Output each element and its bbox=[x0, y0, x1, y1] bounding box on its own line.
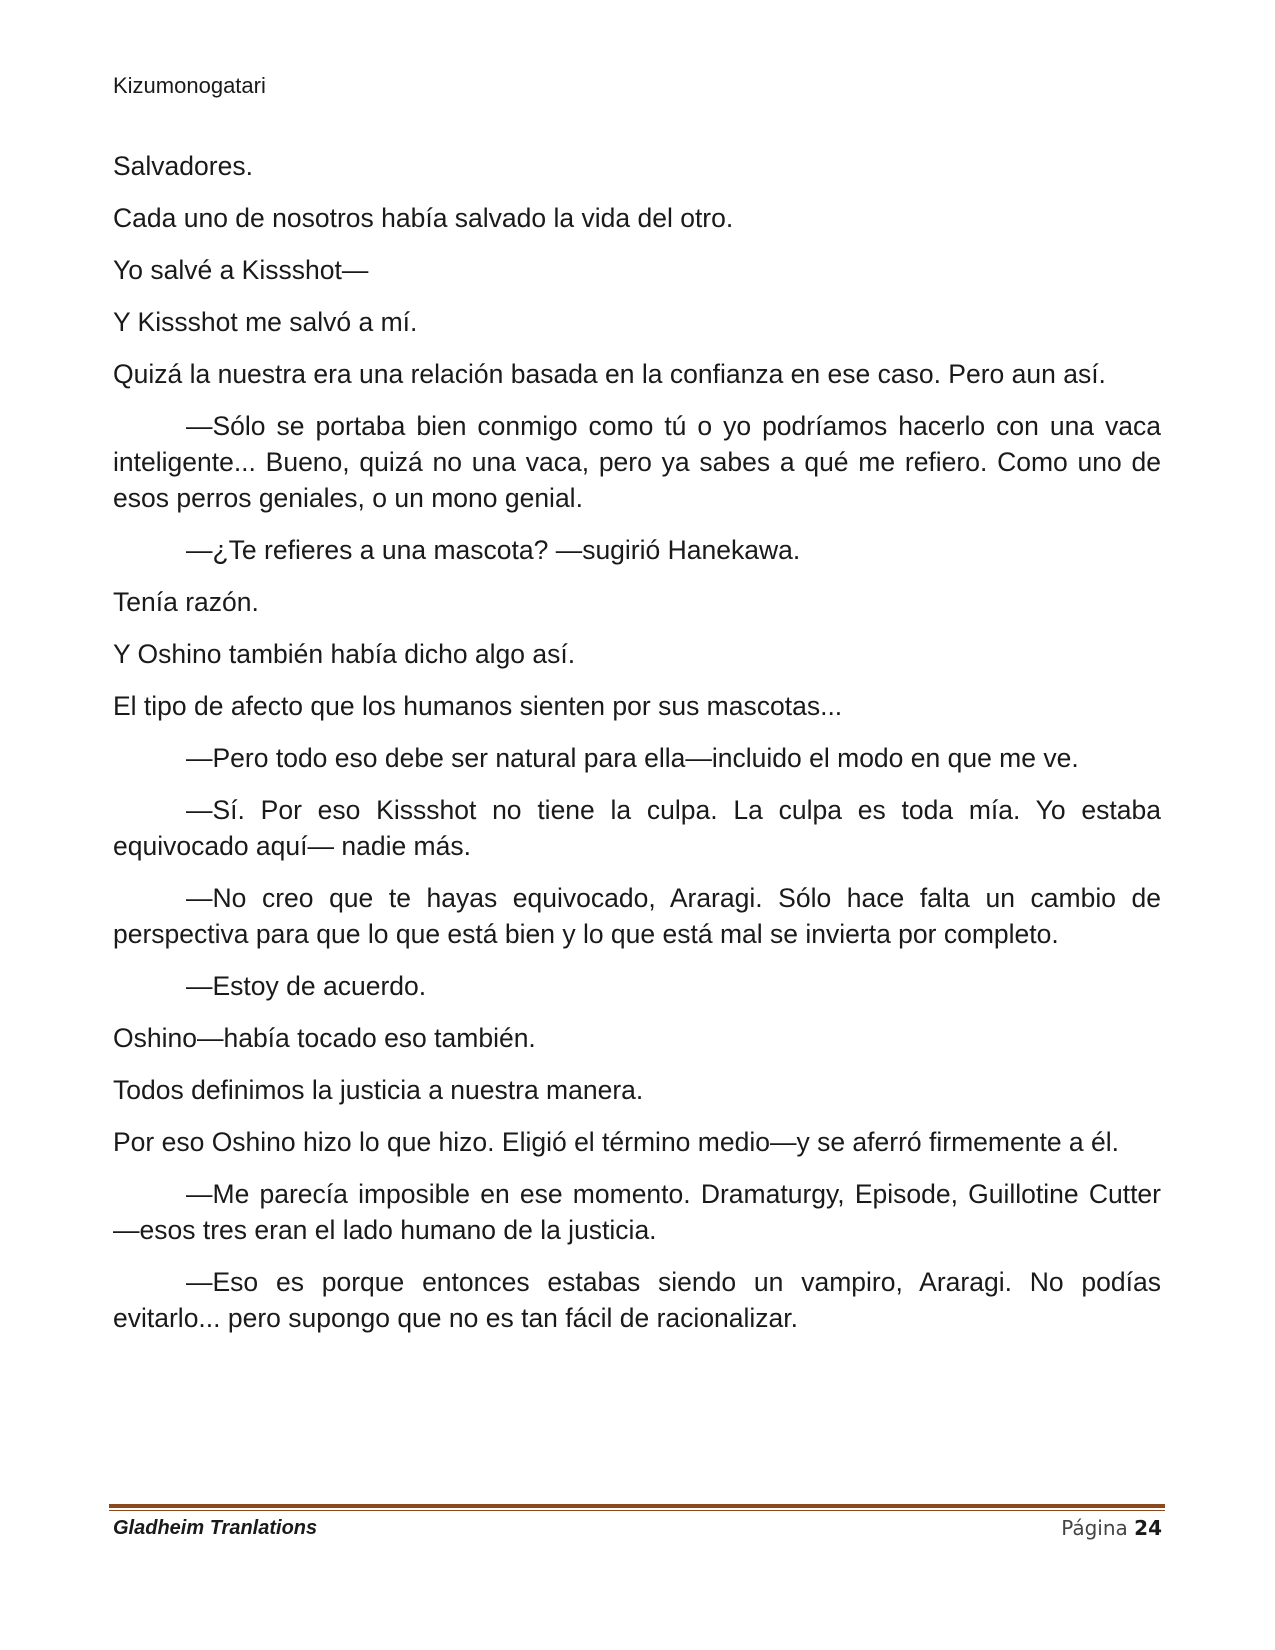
dialogue-paragraph: —Pero todo eso debe ser natural para ella—incluido el modo en que me ve. bbox=[186, 743, 1079, 773]
paragraph: Yo salvé a Kissshot— bbox=[113, 255, 369, 285]
footer-rule-thin bbox=[109, 1510, 1165, 1511]
page-body bbox=[113, 148, 1161, 1352]
paragraph: Tenía razón. bbox=[113, 587, 259, 617]
paragraph: Quizá la nuestra era una relación basada en la confianza en ese caso. Pero aun así. bbox=[113, 359, 1106, 389]
paragraph: Oshino—había tocado eso también. bbox=[113, 1023, 536, 1053]
page-number-block bbox=[1061, 1515, 1162, 1541]
dialogue-paragraph: —¿Te refieres a una mascota? —sugirió Hanekawa. bbox=[186, 535, 801, 565]
paragraph: Y Oshino también había dicho algo así. bbox=[113, 639, 576, 669]
dialogue-paragraph: —No creo que te hayas equivocado, Araragi. Sólo hace falta un cambio de perspectiva para que lo que está bien y lo que está mal se invierta por completo. bbox=[113, 883, 1161, 949]
footer-publisher: Gladheim Tranlations bbox=[113, 1517, 318, 1539]
paragraph: Salvadores. bbox=[113, 151, 253, 181]
page-label: Página bbox=[1061, 1516, 1128, 1540]
dialogue-paragraph: —Sí. Por eso Kissshot no tiene la culpa. La culpa es toda mía. Yo estaba equivocado aquí— nadie más. bbox=[113, 795, 1161, 861]
paragraph: Cada uno de nosotros había salvado la vida del otro. bbox=[113, 203, 734, 233]
paragraph: Y Kissshot me salvó a mí. bbox=[113, 307, 418, 337]
dialogue-paragraph: —Estoy de acuerdo. bbox=[186, 971, 427, 1001]
page-number: 24 bbox=[1134, 1516, 1162, 1540]
running-header: Kizumonogatari bbox=[113, 73, 266, 98]
footer-rule bbox=[109, 1504, 1165, 1511]
dialogue-paragraph: —Eso es porque entonces estabas siendo un vampiro, Araragi. No podías evitarlo... pero supongo que no es tan fácil de racionalizar. bbox=[113, 1267, 1161, 1333]
dialogue-paragraph: —Sólo se portaba bien conmigo como tú o yo podríamos hacerlo con una vaca inteligente... Bueno, quizá no una vaca, pero ya sabes a qué me refiero. Como uno de esos perros geniales, o un mono genial. bbox=[113, 411, 1161, 513]
paragraph: Por eso Oshino hizo lo que hizo. Eligió el término medio—y se aferró firmemente a él. bbox=[113, 1127, 1120, 1157]
dialogue-paragraph: —Me parecía imposible en ese momento. Dramaturgy, Episode, Guillotine Cutter—esos tres eran el lado humano de la justicia. bbox=[113, 1179, 1161, 1245]
paragraph: El tipo de afecto que los humanos sienten por sus mascotas... bbox=[113, 691, 843, 721]
paragraph: Todos definimos la justicia a nuestra manera. bbox=[113, 1075, 644, 1105]
